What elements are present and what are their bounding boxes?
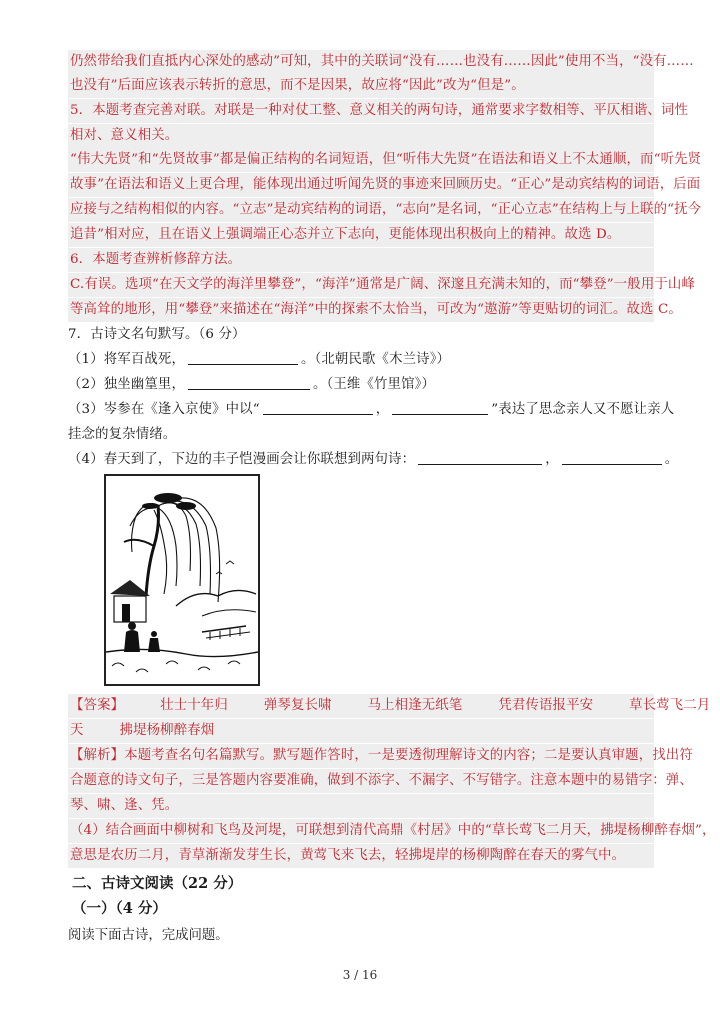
answer-line-2 <box>68 719 654 743</box>
question-item-3-cont: 挂念的复杂情绪。 <box>68 427 177 442</box>
answer-blank[interactable] <box>188 348 298 365</box>
question-source: 。（北朝民歌《木兰诗》） <box>301 352 451 367</box>
question-text: ， <box>545 452 559 467</box>
explanation-line: 相对、意义相关。 <box>68 124 654 148</box>
answer-item: 天 <box>70 723 84 738</box>
answer-item: 弹琴复长啸 <box>263 698 332 713</box>
explanation-line: 故事”在语法和语义上更合理，能体现出通过听闻先贤的事迹来回顾历史。“正心”是动宾结构的词语，后面 <box>68 173 654 197</box>
answer-item: 马上相逢无纸笔 <box>367 698 463 713</box>
willow-landscape-image <box>106 476 258 684</box>
analysis-line: 琴、啸、逢、凭。 <box>68 794 654 818</box>
question-source: 。（王维《竹里馆》） <box>313 377 436 392</box>
answer-blank[interactable] <box>418 448 542 465</box>
analysis-line: （4）结合画面中柳树和飞鸟及河堤，可联想到清代高鼎《村居》中的“草长莺飞二月天，拂堤杨柳醉春烟”， <box>68 819 654 843</box>
analysis-label: 【解析】 <box>70 748 125 763</box>
question-item-2 <box>68 373 652 397</box>
explanation-line: 5．本题考查完善对联。对联是一种对仗工整、意义相关的两句诗，通常要求字数相等、平仄相谐、词性 <box>68 99 654 123</box>
answer-item: 凭君传语报平安 <box>498 698 594 713</box>
answer-item: 壮士十年归 <box>160 698 228 713</box>
explanation-line: 等高耸的地形，用“攀登”来描述在“海洋”中的探索不太恰当，可改为“遨游”等更贴切的词汇。故选 C。 <box>68 298 654 322</box>
answer-item: 拂堤杨柳醉春烟 <box>119 723 215 738</box>
answer-item: 草长莺飞二月 <box>629 698 711 713</box>
section-heading: 二、古诗文阅读（22 分） <box>72 875 243 892</box>
explanation-line: C.有误。选项“在天文学的海洋里攀登”，“海洋”通常是广阔、深邃且充满未知的，而“攀登”一般用于山峰 <box>68 273 654 297</box>
cartoon-illustration <box>104 474 260 686</box>
explanation-line: 仍然带给我们直抵内心深处的感动”可知，其中的关联词“没有……也没有……因此”使用不当，“没有…… <box>68 50 654 74</box>
question-text: 。 <box>664 452 679 467</box>
question-text: （2）独坐幽篁里， <box>68 377 185 392</box>
question-text: ， <box>375 402 390 417</box>
explanation-line: 应接与之结构相似的内容。“立志”是动宾结构的词语，“志向”是名词，“正心立志”在结构上与上联的“抚今 <box>68 198 654 222</box>
answer-line <box>68 694 711 718</box>
answer-blank[interactable] <box>263 398 373 415</box>
analysis-line: 合题意的诗文句子，三是答题内容要准确，做到不添字、不漏字、不写错字。注意本题中的易错字：弹、 <box>68 769 654 793</box>
explanation-line: “伟大先贤”和“先贤故事”都是偏正结构的名词短语，但“听伟大先贤”在语法和语义上不太通顺，而“听先贤 <box>68 148 654 172</box>
answer-blank[interactable] <box>188 373 310 390</box>
subsection-heading: （一）（4 分） <box>72 900 167 917</box>
answer-blank[interactable] <box>562 448 662 465</box>
question-text: ”表达了思念亲人又不愿让亲人 <box>491 402 675 417</box>
question-text: （4）春天到了，下边的丰子恺漫画会让你联想到两句诗： <box>68 452 416 467</box>
question-item-4 <box>68 448 679 472</box>
question-item-3 <box>68 398 675 422</box>
analysis-line: 意思是农历二月，青草渐渐发芽生长，黄莺飞来飞去，轻拂堤岸的杨柳陶醉在春天的雾气中。 <box>68 844 654 868</box>
answer-blank[interactable] <box>392 398 488 415</box>
answer-label: 【答案】 <box>70 698 125 713</box>
question-title: 7．古诗文名句默写。（6 分） <box>68 327 246 342</box>
instruction-text: 阅读下面古诗，完成问题。 <box>68 928 229 943</box>
question-text: （3）岑参在《逢入京使》中以“ <box>68 402 260 417</box>
page-number: 3 / 16 <box>342 968 378 982</box>
explanation-line: 6．本题考查辨析修辞方法。 <box>68 248 654 272</box>
explanation-line: 追昔”相对应，且在语义上强调端正心态并立下志向，更能体现出积极向上的精神。故选 D。 <box>68 223 654 247</box>
question-item-1 <box>68 348 652 372</box>
question-text: （1）将军百战死， <box>68 352 185 367</box>
analysis-line: 【解析】本题考查名句名篇默写。默写题作答时，一是要透彻理解诗文的内容；二是要认真审题，找出符 <box>68 744 654 768</box>
explanation-line: 也没有”后面应该表示转折的意思，而不是因果，故应将“因此”改为“但是”。 <box>68 74 654 98</box>
